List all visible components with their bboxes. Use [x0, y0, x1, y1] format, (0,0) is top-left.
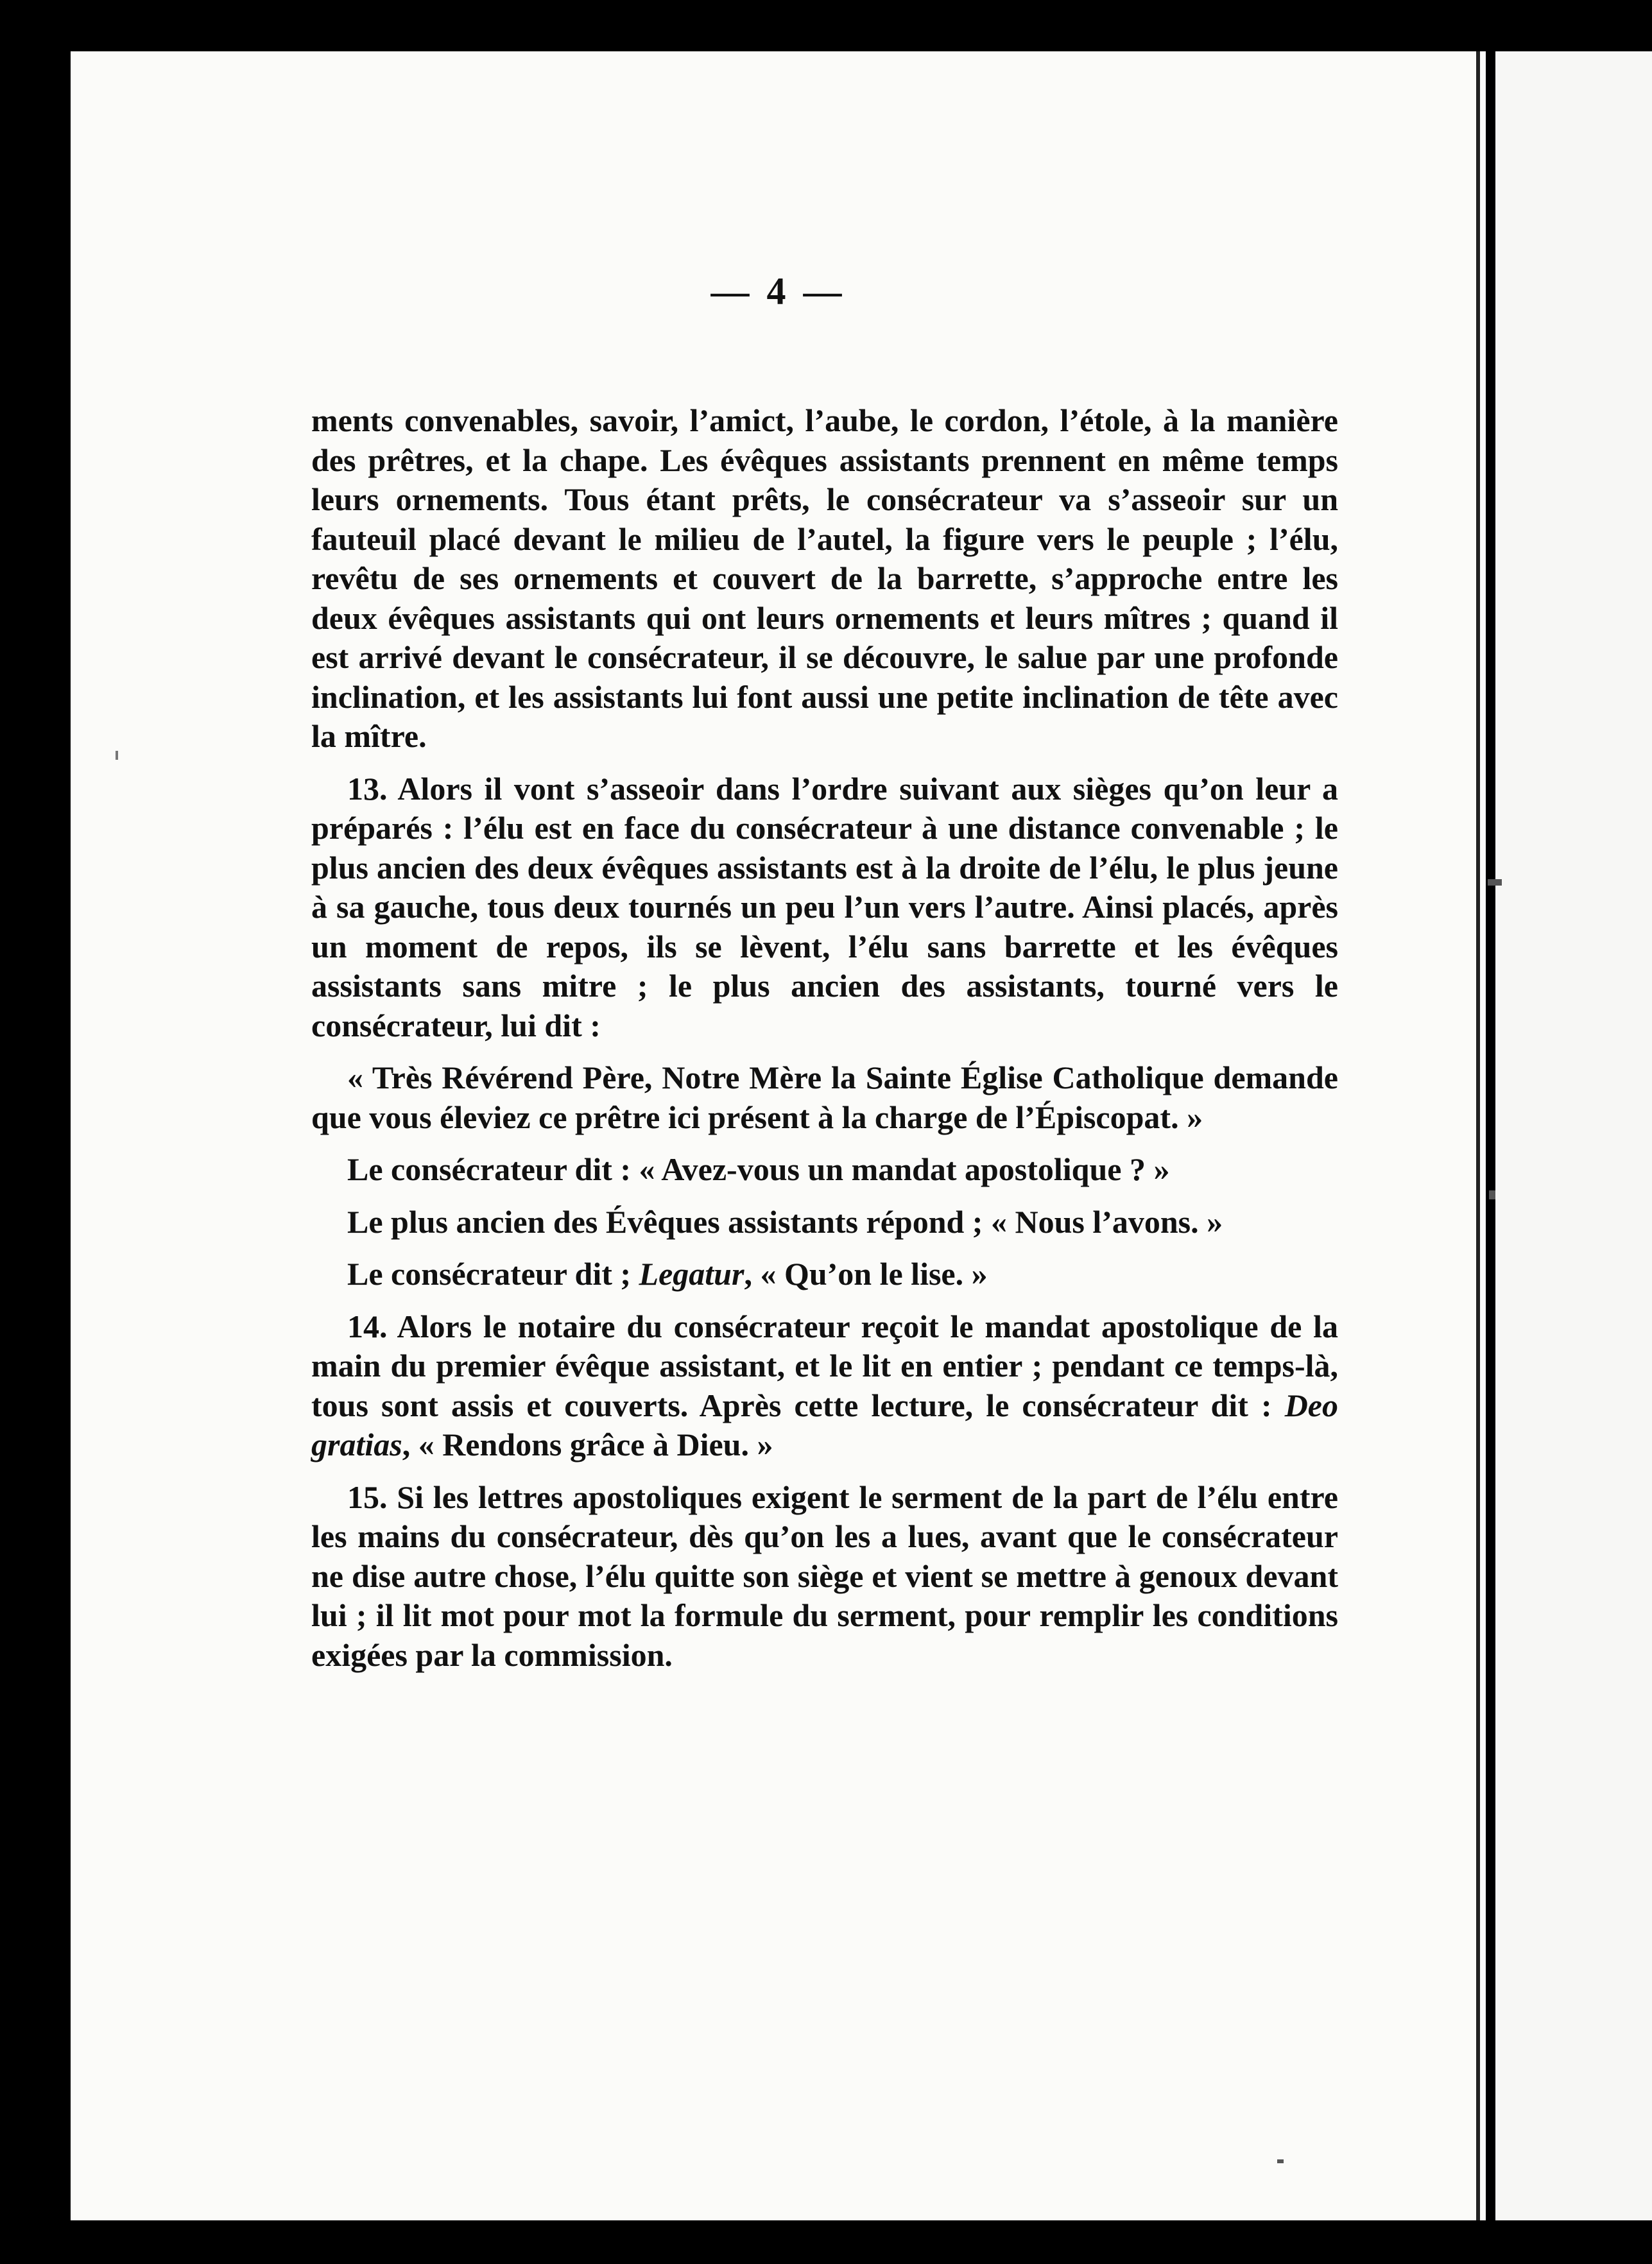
margin-mark — [116, 751, 118, 760]
paragraph-15: 15. Si les lettres apostoliques exigent le serment de la part de l’élu entre les mains du consécrateur, dès qu’on les a lues, avant que le consécrateur ne dise autre chose, l’élu quitte son siège et vient se mettre à genoux devant lui ; il lit mot pour mot la formule du serment, pour remplir les conditions exigées par la commission. — [311, 1479, 1338, 1673]
paragraph-quote-request: « Très Révérend Père, Notre Mère la Sainte Église Catholique demande que vous éleviez ce prêtre ici présent à la charge de l’Épiscopat. » — [311, 1059, 1338, 1135]
page-number: — 4 — — [710, 270, 846, 313]
paragraph-13: 13. Alors il vont s’asseoir dans l’ordre suivant aux sièges qu’on leur a préparés : l’élu est en face du consécrateur à une distance convenable ; le plus ancien des deux évêques assistants est à la droite de l’élu, le plus jeune à sa gauche, tous deux tournés un peu l’un vers l’autre. Ainsi placés, après un moment de repos, ils se lèvent, l’élu sans barrette et les évêques assistants sans mitre ; le plus ancien des assistants, tourné vers le consécrateur, lui dit : — [311, 770, 1338, 1043]
left-page — [71, 51, 1486, 2220]
text-segment: , « Rendons grâce à Dieu. » — [402, 1427, 773, 1462]
paragraph-assistant-reply: Le plus ancien des Évêques assistants répond ; « Nous l’avons. » — [347, 1203, 1223, 1240]
paragraph-consecrator-question: Le consécrateur dit : « Avez-vous un mandat apostolique ? » — [347, 1151, 1170, 1187]
latin-phrase: Deo gratias — [311, 1387, 1338, 1462]
text-segment: 14. Alors le notaire du consécrateur reçoit le mandat apostolique de la main du premier évêque assistant, et le lit en entier ; pendant ce temps-là, tous sont assis et couverts. Après cette lecture, le consécrateur dit : — [311, 1308, 1338, 1423]
body-text — [311, 401, 1338, 1675]
right-page-edge — [1495, 51, 1652, 2220]
text-segment: , « Qu’on le lise. » — [744, 1256, 988, 1292]
latin-phrase: Legatur — [639, 1256, 744, 1292]
paragraph-continuation: ments convenables, savoir, l’amict, l’aube, le cordon, l’étole, à la manière des prêtres, et la chape. Les évêques assistants prennent en même temps leurs ornements. Tous étant prêts, le consécrateur va s’asseoir sur un fauteuil placé devant le milieu de l’autel, la figure vers le peuple ; l’élu, revêtu de ses ornements et couvert de la barrette, s’approche entre les deux évêques assistants qui ont leurs ornements et leurs mîtres ; quand il est arrivé devant le consécrateur, il se découvre, le salue par une profonde inclination, et les assistants lui font aussi une petite inclination de tête avec la mître. — [311, 402, 1338, 754]
paragraph-14 — [311, 1307, 1338, 1465]
paragraph-legatur — [311, 1255, 1338, 1294]
text-segment: Le consécrateur dit ; — [347, 1256, 639, 1292]
scan-speck — [1489, 1190, 1495, 1199]
scan-speck — [1488, 879, 1502, 886]
page-gutter — [1476, 51, 1480, 2220]
scan-speck — [1277, 2159, 1284, 2163]
